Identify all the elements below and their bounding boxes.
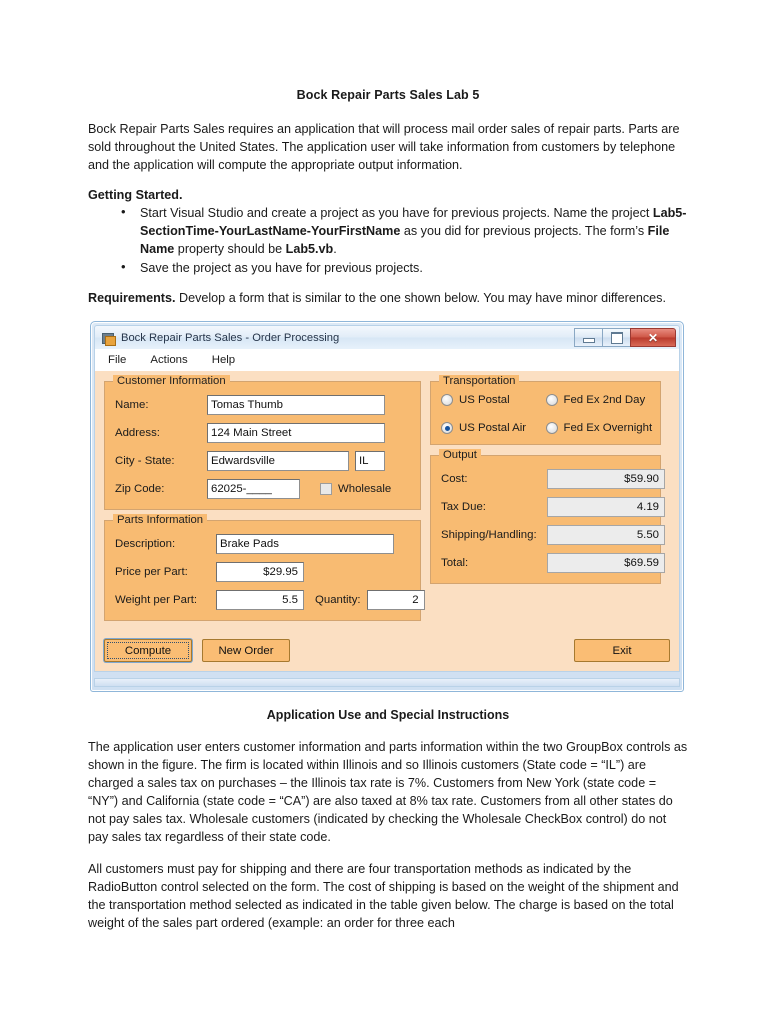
radio-label: Fed Ex 2nd Day bbox=[563, 394, 646, 406]
getting-started-heading: Getting Started. bbox=[88, 188, 183, 202]
intro-paragraph: Bock Repair Parts Sales requires an application that will process mail order sales of repair parts. Parts are sold throughout the United States. The application user will take information from customers by telephone and the application will compute the appropriate output information. bbox=[88, 122, 680, 172]
requirements-label: Requirements. bbox=[88, 291, 176, 305]
parts-price-row bbox=[115, 561, 410, 582]
customer-information-groupbox bbox=[104, 375, 421, 510]
status-strip bbox=[94, 678, 680, 687]
radio-label: US Postal Air bbox=[459, 422, 527, 434]
transportation-groupbox bbox=[430, 375, 661, 445]
radio-icon bbox=[546, 422, 558, 434]
radio-icon bbox=[546, 394, 558, 406]
output-cost-row bbox=[441, 468, 659, 489]
transportation-radio-group bbox=[441, 394, 653, 434]
instructions-heading: Application Use and Special Instructions bbox=[266, 708, 510, 722]
weight-per-part-input[interactable]: 5.5 bbox=[216, 590, 304, 610]
bullet-text-part: Start Visual Studio and create a project as you have for previous projects. Name the project bbox=[140, 206, 653, 220]
quantity-input[interactable]: 2 bbox=[367, 590, 425, 610]
parts-weight-row bbox=[115, 589, 419, 610]
list-item bbox=[138, 204, 688, 258]
zip-code-label: Zip Code: bbox=[115, 482, 165, 495]
new-order-button[interactable]: New Order bbox=[202, 639, 290, 662]
address-input[interactable]: 124 Main Street bbox=[207, 423, 385, 443]
compute-button[interactable]: Compute bbox=[104, 639, 192, 662]
zip-code-input[interactable]: 62025-____ bbox=[207, 479, 300, 499]
tax-due-value: 4.19 bbox=[547, 497, 665, 517]
city-input[interactable]: Edwardsville bbox=[207, 451, 349, 471]
requirements-text: Develop a form that is similar to the one shown below. You may have minor differences. bbox=[175, 291, 666, 305]
address-label: Address: bbox=[115, 426, 160, 439]
bullet-text-part: Save the project as you have for previous projects. bbox=[140, 261, 423, 275]
left-column bbox=[104, 375, 421, 631]
output-tax-row bbox=[441, 496, 659, 517]
shipping-handling-label: Shipping/Handling: bbox=[441, 528, 537, 541]
shipping-paragraph: All customers must pay for shipping and there are four transportation methods as indicated by the RadioButton control selected on the form. The cost of shipping is based on the weight of the shipment and the transportation method selected as indicated in the table given below. The charge is based on the total weight of the sales part ordered (example: an order for three each bbox=[88, 862, 679, 930]
window-controls bbox=[574, 328, 676, 347]
output-legend: Output bbox=[439, 449, 481, 461]
minimize-icon bbox=[583, 338, 595, 343]
state-input[interactable]: IL bbox=[355, 451, 385, 471]
cost-label: Cost: bbox=[441, 472, 468, 485]
radio-fed-ex-2nd-day[interactable] bbox=[546, 394, 651, 406]
checkbox-icon bbox=[320, 483, 332, 495]
wholesale-label: Wholesale bbox=[338, 482, 392, 495]
radio-icon-selected bbox=[441, 422, 453, 434]
radio-us-postal-air[interactable] bbox=[441, 422, 546, 434]
radio-icon bbox=[441, 394, 453, 406]
maximize-button[interactable] bbox=[602, 328, 631, 347]
radio-fed-ex-overnight[interactable] bbox=[546, 422, 651, 434]
application-window bbox=[90, 321, 684, 692]
description-input[interactable]: Brake Pads bbox=[216, 534, 394, 554]
exit-button[interactable]: Exit bbox=[574, 639, 670, 662]
window-title: Bock Repair Parts Sales - Order Processing bbox=[121, 331, 340, 344]
output-total-row bbox=[441, 552, 659, 573]
customer-information-legend: Customer Information bbox=[113, 375, 230, 387]
city-state-label: City - State: bbox=[115, 454, 175, 467]
description-label: Description: bbox=[115, 537, 176, 550]
form-client-area bbox=[94, 371, 680, 672]
menu-item-file[interactable]: File bbox=[108, 354, 127, 366]
maximize-icon bbox=[611, 332, 623, 344]
window-titlebar bbox=[94, 325, 680, 349]
requirements-paragraph bbox=[88, 289, 688, 307]
bullet-bold-part: File Name bbox=[140, 224, 670, 256]
name-label: Name: bbox=[115, 398, 149, 411]
weight-per-part-label: Weight per Part: bbox=[115, 593, 198, 606]
output-groupbox bbox=[430, 449, 661, 584]
close-icon: ✕ bbox=[647, 330, 659, 345]
shipping-handling-value: 5.50 bbox=[547, 525, 665, 545]
menu-item-help[interactable]: Help bbox=[211, 354, 236, 366]
output-shipping-row bbox=[441, 524, 659, 545]
customer-city-state-row bbox=[115, 450, 410, 471]
tax-paragraph: The application user enters customer information and parts information within the two GroupBox controls as shown in the figure. The firm is located within Illinois and so Illinois customers (State code = “IL”) are charged a sales tax on purchases – the Illinois tax rate is 7%. Customers from New York (state code = “NY”) and California (state code = “CA”) are also taxed at 8% tax rate. Customers from all other states do not pay sales tax. Wholesale customers (indicated by checking the Wholesale CheckBox control) do not pay sales tax regardless of their state code. bbox=[88, 740, 688, 844]
menu-bar bbox=[94, 349, 680, 371]
form-screenshot-figure bbox=[90, 321, 684, 692]
bullet-text-part: as you did for previous projects. The form’s bbox=[400, 224, 648, 238]
menu-item-actions[interactable]: Actions bbox=[150, 354, 188, 366]
bullet-bold-part: Lab5.vb bbox=[285, 242, 334, 256]
minimize-button[interactable] bbox=[574, 328, 603, 347]
customer-address-row bbox=[115, 422, 410, 443]
list-item bbox=[138, 259, 688, 277]
parts-information-groupbox bbox=[104, 514, 421, 621]
total-label: Total: bbox=[441, 556, 469, 569]
price-per-part-label: Price per Part: bbox=[115, 565, 188, 578]
cost-value: $59.90 bbox=[547, 469, 665, 489]
name-input[interactable]: Tomas Thumb bbox=[207, 395, 385, 415]
getting-started-list bbox=[88, 204, 688, 277]
quantity-label: Quantity: bbox=[315, 593, 361, 606]
price-per-part-input[interactable]: $29.95 bbox=[216, 562, 304, 582]
tax-due-label: Tax Due: bbox=[441, 500, 486, 513]
bullet-text-part: property should be bbox=[174, 242, 286, 256]
right-column bbox=[430, 375, 661, 594]
radio-label: US Postal bbox=[459, 394, 510, 406]
radio-us-postal[interactable] bbox=[441, 394, 546, 406]
application-icon bbox=[101, 331, 115, 345]
close-button[interactable] bbox=[630, 328, 676, 347]
parts-information-legend: Parts Information bbox=[113, 514, 207, 526]
form-button-row bbox=[104, 639, 670, 662]
total-value: $69.59 bbox=[547, 553, 665, 573]
page-title: Bock Repair Parts Sales Lab 5 bbox=[296, 88, 480, 102]
customer-zip-row bbox=[115, 478, 410, 499]
wholesale-checkbox[interactable] bbox=[320, 483, 391, 495]
parts-description-row bbox=[115, 533, 410, 554]
customer-name-row bbox=[115, 394, 410, 415]
bullet-text-part: . bbox=[333, 242, 337, 256]
radio-label: Fed Ex Overnight bbox=[563, 422, 653, 434]
transportation-legend: Transportation bbox=[439, 375, 519, 387]
bullet-bold-part: Lab5-SectionTime-YourLastName-YourFirstName bbox=[140, 206, 687, 238]
